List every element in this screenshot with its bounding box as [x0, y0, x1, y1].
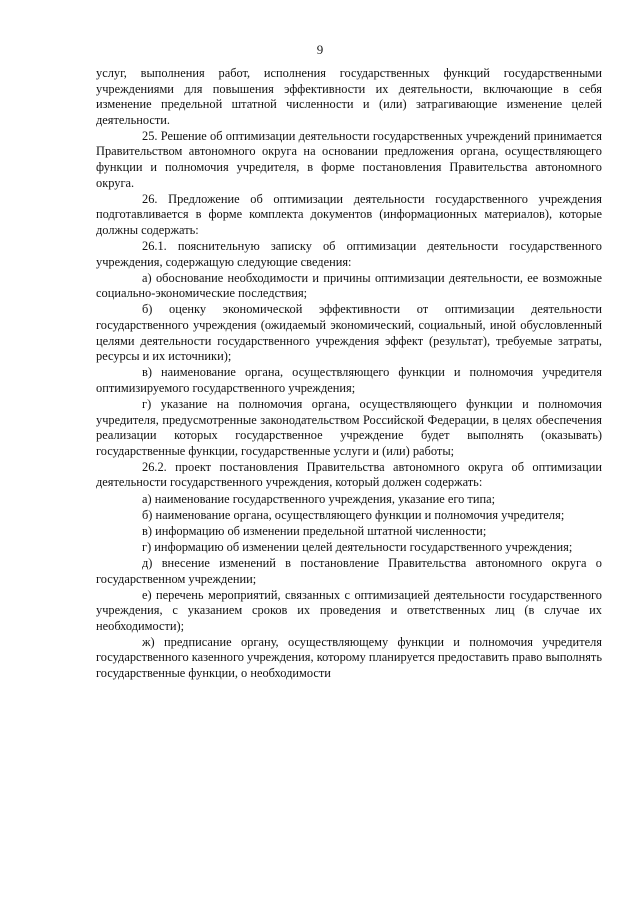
paragraph-item-26-1: 26.1. пояснительную записку об оптимизации деятельности государственного учреждения, содержащую следующие сведения:	[96, 239, 602, 269]
subitem-a-2: а) наименование государственного учреждения, указание его типа;	[142, 491, 496, 506]
paragraph-continuation: услуг, выполнения работ, исполнения государственных функций государственными учреждениями для повышения эффективности их деятельности, включающие в себя изменение предельной штатной численности и (или) затрагивающие изменение целей деятельности.	[96, 66, 602, 127]
subitem-v: в) наименование органа, осуществляющего функции и полномочия учредителя оптимизируемого государственного учреждения;	[96, 365, 602, 395]
subitem-zh: ж) предписание органу, осуществляющему функции и полномочия учредителя государственного казенного учреждения, которому планируется предоставить право выполнять государственные функции, о необходимости	[96, 634, 602, 681]
subitem-e: е) перечень мероприятий, связанных с оптимизацией деятельности государственного учреждения, с указанием сроков их проведения и ответственных лиц (в случае их необходимости);	[96, 587, 602, 633]
subitem-g-2: г) информацию об изменении целей деятельности государственного учреждения;	[142, 539, 573, 554]
subitem-b: б) оценку экономической эффективности от оптимизации деятельности государственного учреждения (ожидаемый экономический, социальный, иной обусловленный целями деятельности государственного учреждения эффект (результат), требуемые затраты, ресурсы и их источники);	[96, 302, 602, 364]
subitem-v-2: в) информацию об изменении предельной штатной численности;	[142, 523, 487, 538]
page-number: 9	[316, 42, 324, 57]
subitem-g: г) указание на полномочия органа, осуществляющего функции и полномочия учредителя, предусмотренные законодательством Российской Федерации, в целях обеспечения реализации которых государственное учреждение будет выполнять (оказывать) государственные функции, государственные услуги и (или) работы;	[96, 396, 602, 458]
paragraph-item-26-2: 26.2. проект постановления Правительства автономного округа об оптимизации деятельности государственного учреждения, который должен содержать:	[96, 459, 602, 490]
subitem-a: а) обоснование необходимости и причины оптимизации деятельности, ее возможные социально-экономические последствия;	[96, 270, 602, 301]
subitem-d: д) внесение изменений в постановление Правительства автономного округа о государственном учреждении;	[96, 555, 602, 586]
subitem-b-2: б) наименование органа, осуществляющего функции и полномочия учредителя;	[142, 507, 565, 522]
paragraph-item-26: 26. Предложение об оптимизации деятельности государственного учреждения подготавливается в форме комплекта документов (информационных материалов), которые должны содержать:	[96, 191, 602, 237]
document-body	[96, 66, 602, 682]
paragraph-item-25: 25. Решение об оптимизации деятельности государственных учреждений принимается Правительством автономного округа на основании предложения органа, осуществляющего функции и полномочия учредителя, в форме постановления Правительства автономного округа.	[96, 128, 602, 190]
